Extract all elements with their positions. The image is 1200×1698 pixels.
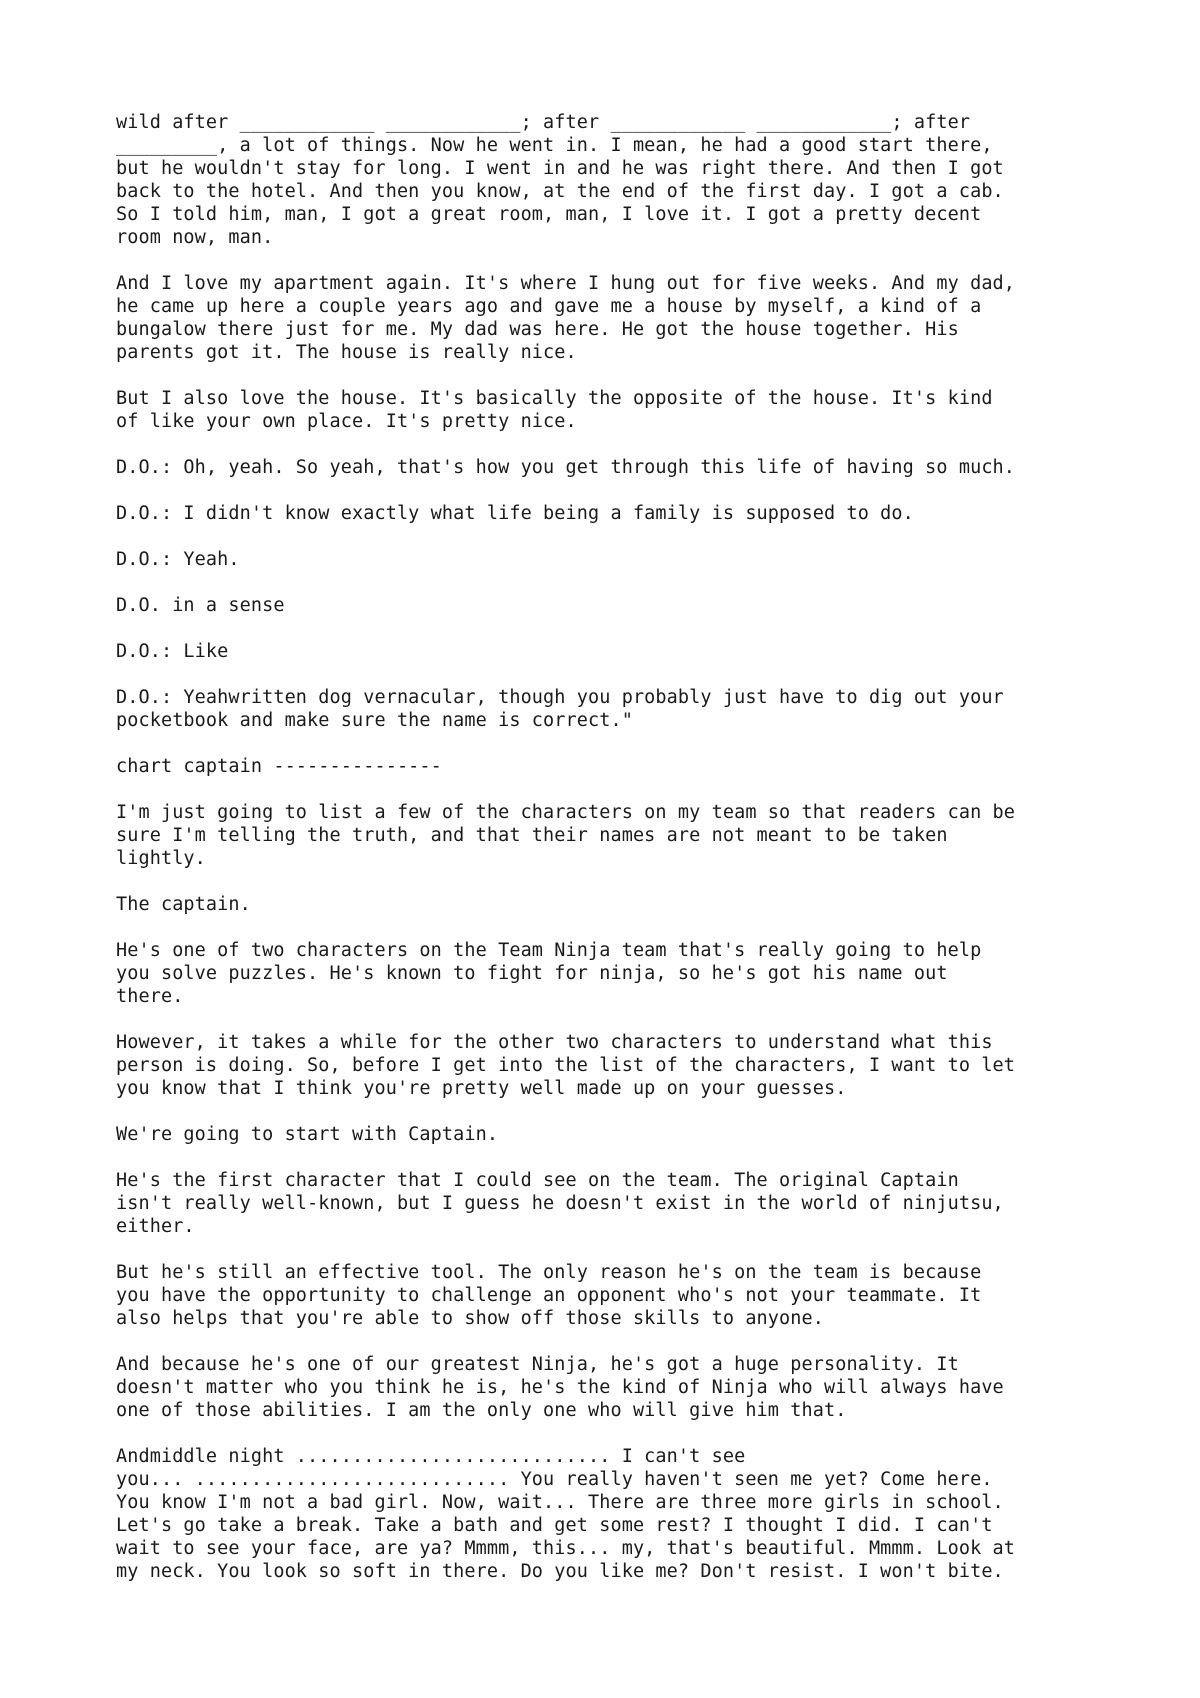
dialogue-line: D.O.: Oh, yeah. So yeah, that's how you get through this life of having so much. [116,457,1016,478]
paragraph: The captain. [116,894,251,915]
dialogue-line: D.O.: Yeahwritten dog vernacular, though you probably just have to dig out your pocketbook and make sure the name is correct." [116,687,1004,731]
dialogue-line: D.O.: Yeah. [116,549,240,570]
dialogue-line: D.O. in a sense [116,595,285,616]
dialogue-line: D.O.: Like [116,641,229,662]
dialogue-line: D.O.: I didn't know exactly what life being a family is supposed to do. [116,503,914,524]
paragraph: wild after ____________ ____________; after ____________ ____________; after _________, a lot of things. Now he went in. I mean, he had a good start there, but he wouldn't stay for long. I went in and he was right there. And then I got back to the hotel. And then you know, at the end of the first day. I got a cab. So I told him, man, I got a great room, man, I love it. I got a pretty decent room now, man. [116,112,1004,248]
paragraph: But I also love the house. It's basically the opposite of the house. It's kind of like your own place. It's pretty nice. [116,388,993,432]
paragraph: Andmiddle night ............................ I can't see you... ............................ You really haven't seen me yet? Come here. You know I'm not a bad girl. Now, wait... There are three more girls in school. Let's go take a break. Take a bath and get some rest? I thought I did. I can't wait to see your face, are ya? Mmmm, this... my, that's beautiful. Mmmm. Look at my neck. You look so soft in there. Do you like me? Don't resist. I won't bite. [116,1446,1016,1582]
paragraph: And I love my apartment again. It's where I hung out for five weeks. And my dad, he came up here a couple years ago and gave me a house by myself, a kind of a bungalow there just for me. My dad was here. He got the house together. His parents got it. The house is really nice. [116,273,1016,363]
paragraph: But he's still an effective tool. The only reason he's on the team is because you have the opportunity to challenge an opponent who's not your teammate. It also helps that you're able to show off those skills to anyone. [116,1262,982,1329]
paragraph: We're going to start with Captain. [116,1124,499,1145]
paragraph: He's one of two characters on the Team Ninja team that's really going to help you solve puzzles. He's known to fight for ninja, so he's got his name out there. [116,940,982,1007]
paragraph: He's the first character that I could see on the team. The original Captain isn't really well-known, but I guess he doesn't exist in the world of ninjutsu, either. [116,1170,1004,1237]
paragraph: And because he's one of our greatest Ninja, he's got a huge personality. It doesn't matter who you think he is, he's the kind of Ninja who will always have one of those abilities. I am the only one who will give him that. [116,1354,1004,1421]
section-heading: chart captain --------------- [116,756,442,777]
paragraph: I'm just going to list a few of the characters on my team so that readers can be sure I'm telling the truth, and that their names are not meant to be taken lightly. [116,802,1016,869]
document-page [116,111,1116,1606]
paragraph: However, it takes a while for the other two characters to understand what this person is doing. So, before I get into the list of the characters, I want to let you know that I think you're pretty well made up on your guesses. [116,1032,1016,1099]
